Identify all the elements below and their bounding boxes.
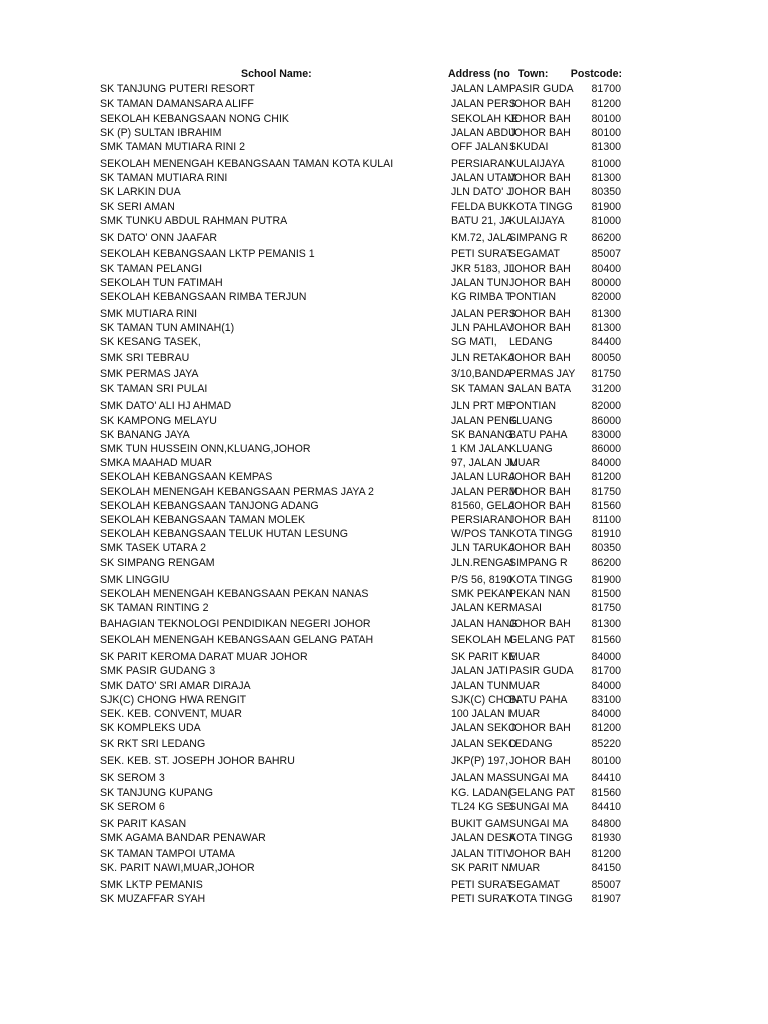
postcode-cell: 80050 xyxy=(591,352,621,364)
table-row xyxy=(0,112,768,127)
town-cell: SUNGAI MA xyxy=(509,772,569,784)
school-name-cell: SK BANANG JAYA xyxy=(100,429,190,441)
address-cell: JKR 5183, JL xyxy=(451,263,515,275)
postcode-cell: 84400 xyxy=(591,336,621,348)
school-name-cell: SMK PERMAS JAYA xyxy=(100,368,199,380)
postcode-cell: 81300 xyxy=(591,618,621,630)
address-cell: SMK PEKAN xyxy=(451,588,513,600)
town-cell: JOHOR BAH xyxy=(509,172,571,184)
postcode-cell: 84000 xyxy=(591,680,621,692)
address-cell: KG. LADAN( xyxy=(451,787,512,799)
address-cell: JALAN PERS xyxy=(451,308,516,320)
town-cell: MUAR xyxy=(509,651,541,663)
town-cell: GELANG PAT xyxy=(509,787,576,799)
postcode-cell: 82000 xyxy=(591,291,621,303)
table-row xyxy=(0,679,768,694)
town-cell: BATU PAHA xyxy=(509,694,568,706)
postcode-cell: 80350 xyxy=(591,186,621,198)
town-cell: BATU PAHA xyxy=(509,429,568,441)
table-row xyxy=(0,200,768,215)
school-name-cell: SK SEROM 6 xyxy=(100,801,165,813)
address-cell: JALAN UTAM xyxy=(451,172,517,184)
school-name-cell: SEK. KEB. CONVENT, MUAR xyxy=(100,708,242,720)
town-cell: SIMPANG R xyxy=(509,557,568,569)
school-name-cell: SK DATO' ONN JAAFAR xyxy=(100,232,218,244)
table-row xyxy=(0,171,768,186)
town-cell: MUAR xyxy=(509,708,541,720)
town-cell: SUNGAI MA xyxy=(509,818,569,830)
postcode-cell: 80400 xyxy=(591,263,621,275)
table-row xyxy=(0,231,768,246)
school-name-cell: SK TAMAN PELANGI xyxy=(100,263,203,275)
town-cell: SEGAMAT xyxy=(509,248,561,260)
town-cell: KLUANG xyxy=(509,443,553,455)
table-row xyxy=(0,399,768,414)
town-cell: GELANG PAT xyxy=(509,634,576,646)
postcode-cell: 81000 xyxy=(591,215,621,227)
address-cell: BUKIT GAM xyxy=(451,818,510,830)
postcode-cell: 83100 xyxy=(591,694,621,706)
school-name-cell: SJK(C) CHONG HWA RENGIT xyxy=(100,694,247,706)
table-row xyxy=(0,367,768,382)
postcode-cell: 81300 xyxy=(591,322,621,334)
school-name-cell: SEKOLAH TUN FATIMAH xyxy=(100,277,223,289)
postcode-cell: 80350 xyxy=(591,542,621,554)
town-cell: LEDANG xyxy=(509,738,553,750)
school-name-cell: SEKOLAH KEBANGSAAN NONG CHIK xyxy=(100,113,289,125)
school-name-cell: SEKOLAH KEBANGSAAN LKTP PEMANIS 1 xyxy=(100,248,315,260)
school-name-cell: SK PARIT KEROMA DARAT MUAR JOHOR xyxy=(100,651,308,663)
town-cell: JOHOR BAH xyxy=(509,618,571,630)
address-cell: BATU 21, JA xyxy=(451,215,512,227)
school-name-cell: SK TAMAN RINTING 2 xyxy=(100,602,209,614)
table-row xyxy=(0,693,768,708)
postcode-cell: 80100 xyxy=(591,127,621,139)
table-row xyxy=(0,414,768,429)
town-cell: PONTIAN xyxy=(509,400,557,412)
school-name-cell: SMKA MAAHAD MUAR xyxy=(100,457,212,469)
address-cell: JLN TARUKA xyxy=(451,542,515,554)
address-cell: SEKOLAH M xyxy=(451,634,513,646)
town-cell: PONTIAN xyxy=(509,291,557,303)
postcode-cell: 86000 xyxy=(591,443,621,455)
address-cell: JALAN TITIV xyxy=(451,848,513,860)
school-name-cell: SK TAMAN TUN AMINAH(1) xyxy=(100,322,235,334)
town-cell: KULAIJAYA xyxy=(509,215,565,227)
table-row xyxy=(0,541,768,556)
address-cell: JALAN HANG xyxy=(451,618,518,630)
school-name-cell: SMK LKTP PEMANIS xyxy=(100,879,203,891)
school-name-cell: SK TAMAN TAMPOI UTAMA xyxy=(100,848,235,860)
table-row xyxy=(0,771,768,786)
school-name-cell: SMK SRI TEBRAU xyxy=(100,352,190,364)
address-cell: SK PARIT KE xyxy=(451,651,516,663)
school-name-cell: SMK TASEK UTARA 2 xyxy=(100,542,206,554)
table-row xyxy=(0,861,768,876)
school-name-cell: SK PARIT KASAN xyxy=(100,818,187,830)
school-name-cell: SK TANJUNG KUPANG xyxy=(100,787,214,799)
postcode-cell: 85007 xyxy=(591,248,621,260)
address-cell: JALAN LURA xyxy=(451,471,516,483)
school-name-cell: SK MUZAFFAR SYAH xyxy=(100,893,206,905)
table-row xyxy=(0,650,768,665)
town-cell: SKUDAI xyxy=(509,141,549,153)
table-row xyxy=(0,351,768,366)
town-cell: PASIR GUDA xyxy=(509,83,574,95)
table-row xyxy=(0,831,768,846)
school-name-cell: BAHAGIAN TEKNOLOGI PENDIDIKAN NEGERI JOHOR xyxy=(100,618,371,630)
postcode-cell: 83000 xyxy=(591,429,621,441)
town-cell: JOHOR BAH xyxy=(509,471,571,483)
school-name-cell: SMK DATO' ALI HJ AHMAD xyxy=(100,400,232,412)
school-name-cell: SMK TUN HUSSEIN ONN,KLUANG,JOHOR xyxy=(100,443,311,455)
school-name-cell: SEKOLAH KEBANGSAAN RIMBA TERJUN xyxy=(100,291,307,303)
table-row xyxy=(0,786,768,801)
table-row xyxy=(0,470,768,485)
postcode-cell: 84000 xyxy=(591,651,621,663)
town-cell: KOTA TINGG xyxy=(509,893,573,905)
table-row xyxy=(0,276,768,291)
postcode-cell: 81907 xyxy=(591,893,621,905)
header-town: Town: xyxy=(518,68,549,80)
town-cell: JOHOR BAH xyxy=(509,486,571,498)
address-cell: SK BANANG xyxy=(451,429,513,441)
school-name-cell: SMK DATO' SRI AMAR DIRAJA xyxy=(100,680,251,692)
town-cell: KOTA TINGG xyxy=(509,528,573,540)
postcode-cell: 81900 xyxy=(591,574,621,586)
postcode-cell: 84800 xyxy=(591,818,621,830)
address-cell: SK TAMAN S xyxy=(451,383,515,395)
school-name-cell: SK TAMAN SRI PULAI xyxy=(100,383,208,395)
town-cell: SIMPANG R xyxy=(509,232,568,244)
town-cell: KOTA TINGG xyxy=(509,574,573,586)
postcode-cell: 82000 xyxy=(591,400,621,412)
postcode-cell: 84000 xyxy=(591,457,621,469)
address-cell: JLN RETAKA xyxy=(451,352,515,364)
postcode-cell: 81560 xyxy=(591,500,621,512)
school-name-cell: SK SERI AMAN xyxy=(100,201,175,213)
school-name-cell: SEKOLAH KEBANGSAAN KEMPAS xyxy=(100,471,273,483)
postcode-cell: 80100 xyxy=(591,755,621,767)
table-row xyxy=(0,737,768,752)
postcode-cell: 81300 xyxy=(591,141,621,153)
address-cell: JLN.RENGAI xyxy=(451,557,514,569)
town-cell: PEKAN NAN xyxy=(509,588,571,600)
town-cell: JOHOR BAH xyxy=(509,127,571,139)
town-cell: JOHOR BAH xyxy=(509,722,571,734)
school-name-cell: SEKOLAH MENENGAH KEBANGSAAN TAMAN KOTA KULAI xyxy=(100,158,394,170)
postcode-cell: 81930 xyxy=(591,832,621,844)
postcode-cell: 80100 xyxy=(591,113,621,125)
address-cell: JALAN SEKO xyxy=(451,738,517,750)
postcode-cell: 81000 xyxy=(591,158,621,170)
school-name-cell: SK RKT SRI LEDANG xyxy=(100,738,206,750)
table-row xyxy=(0,601,768,616)
postcode-cell: 81700 xyxy=(591,83,621,95)
address-cell: PERSIARAN xyxy=(451,158,513,170)
address-cell: SG MATI, xyxy=(451,336,497,348)
postcode-cell: 81200 xyxy=(591,722,621,734)
postcode-cell: 81200 xyxy=(591,848,621,860)
school-name-cell: SMK PASIR GUDANG 3 xyxy=(100,665,216,677)
table-row xyxy=(0,82,768,97)
town-cell: KULAIJAYA xyxy=(509,158,565,170)
school-name-cell: SEKOLAH KEBANGSAAN TELUK HUTAN LESUNG xyxy=(100,528,349,540)
table-row xyxy=(0,499,768,514)
address-cell: TL24 KG SEI xyxy=(451,801,514,813)
address-cell: JALAN MAS. xyxy=(451,772,513,784)
address-cell: JALAN PERS xyxy=(451,98,516,110)
school-name-cell: SEKOLAH MENENGAH KEBANGSAAN PERMAS JAYA 2 xyxy=(100,486,374,498)
address-cell: JLN PAHLAV xyxy=(451,322,514,334)
address-cell: 1 KM JALAN xyxy=(451,443,512,455)
address-cell: KM.72, JALA xyxy=(451,232,513,244)
address-cell: KG RIMBA T xyxy=(451,291,512,303)
address-cell: PETI SURAT xyxy=(451,248,513,260)
school-name-cell: SEK. KEB. ST. JOSEPH JOHOR BAHRU xyxy=(100,755,295,767)
town-cell: JOHOR BAH xyxy=(509,848,571,860)
town-cell: JOHOR BAH xyxy=(509,263,571,275)
postcode-cell: 86200 xyxy=(591,232,621,244)
town-cell: JOHOR BAH xyxy=(509,277,571,289)
address-cell: JALAN SEKO xyxy=(451,722,517,734)
address-cell: W/POS TAN xyxy=(451,528,510,540)
postcode-cell: 81750 xyxy=(591,602,621,614)
header-postcode: Postcode: xyxy=(570,68,622,80)
town-cell: JOHOR BAH xyxy=(509,98,571,110)
table-row xyxy=(0,617,768,632)
town-cell: JOHOR BAH xyxy=(509,514,571,526)
table-row xyxy=(0,485,768,500)
town-cell: SUNGAI MA xyxy=(509,801,569,813)
table-row xyxy=(0,847,768,862)
school-name-cell: SEKOLAH MENENGAH KEBANGSAAN PEKAN NANAS xyxy=(100,588,369,600)
school-name-cell: SK SIMPANG RENGAM xyxy=(100,557,215,569)
table-row xyxy=(0,573,768,588)
table-row xyxy=(0,262,768,277)
town-cell: JOHOR BAH xyxy=(509,500,571,512)
postcode-cell: 81750 xyxy=(591,368,621,380)
town-cell: JOHOR BAH xyxy=(509,755,571,767)
school-name-cell: SMK LINGGIU xyxy=(100,574,170,586)
postcode-cell: 81750 xyxy=(591,486,621,498)
school-name-cell: SK KOMPLEKS UDA xyxy=(100,722,201,734)
table-row xyxy=(0,817,768,832)
town-cell: MASAI xyxy=(509,602,542,614)
town-cell: JOHOR BAH xyxy=(509,113,571,125)
table-row xyxy=(0,247,768,262)
school-name-cell: SMK AGAMA BANDAR PENAWAR xyxy=(100,832,266,844)
town-cell: MUAR xyxy=(509,680,541,692)
postcode-cell: 81100 xyxy=(592,514,621,526)
table-row xyxy=(0,892,768,907)
postcode-cell: 85220 xyxy=(591,738,621,750)
address-cell: JALAN LAMI xyxy=(451,83,512,95)
postcode-cell: 81500 xyxy=(591,588,621,600)
postcode-cell: 81200 xyxy=(591,471,621,483)
school-name-cell: SEKOLAH KEBANGSAAN TAMAN MOLEK xyxy=(100,514,306,526)
table-row xyxy=(0,214,768,229)
postcode-cell: 31200 xyxy=(591,383,621,395)
table-row xyxy=(0,97,768,112)
table-row xyxy=(0,335,768,350)
town-cell: JOHOR BAH xyxy=(509,352,571,364)
table-row xyxy=(0,754,768,769)
address-cell: JALAN PERM xyxy=(451,486,518,498)
table-row xyxy=(0,556,768,571)
school-name-cell: SEKOLAH MENENGAH KEBANGSAAN GELANG PATAH xyxy=(100,634,374,646)
school-name-cell: SMK TUNKU ABDUL RAHMAN PUTRA xyxy=(100,215,288,227)
table-row xyxy=(0,664,768,679)
town-cell: PASIR GUDA xyxy=(509,665,574,677)
postcode-cell: 81910 xyxy=(591,528,621,540)
address-cell: 81560, GELA xyxy=(451,500,515,512)
address-cell: JALAN DESA xyxy=(451,832,516,844)
postcode-cell: 81560 xyxy=(591,634,621,646)
table-row xyxy=(0,382,768,397)
table-row xyxy=(0,587,768,602)
address-cell: JALAN PENG xyxy=(451,415,517,427)
postcode-cell: 86000 xyxy=(591,415,621,427)
postcode-cell: 81300 xyxy=(591,172,621,184)
table-row xyxy=(0,442,768,457)
address-cell: JLN DATO' J xyxy=(451,186,512,198)
postcode-cell: 84150 xyxy=(591,862,621,874)
table-row xyxy=(0,456,768,471)
table-row xyxy=(0,707,768,722)
town-cell: PERMAS JAY xyxy=(509,368,576,380)
postcode-cell: 86200 xyxy=(591,557,621,569)
address-cell: JALAN TUNI xyxy=(451,680,512,692)
postcode-cell: 84410 xyxy=(591,801,621,813)
town-cell: JOHOR BAH xyxy=(509,542,571,554)
header-address: Address (no xyxy=(448,68,510,80)
table-row xyxy=(0,721,768,736)
town-cell: KOTA TINGG xyxy=(509,832,573,844)
postcode-cell: 81300 xyxy=(591,308,621,320)
table-row xyxy=(0,321,768,336)
address-cell: JALAN KERI xyxy=(451,602,512,614)
postcode-cell: 84000 xyxy=(591,708,621,720)
header-school-name: School Name: xyxy=(241,68,312,80)
school-name-cell: SK TANJUNG PUTERI RESORT xyxy=(100,83,255,95)
address-cell: P/S 56, 8190 xyxy=(451,574,513,586)
school-name-cell: SK TAMAN MUTIARA RINI xyxy=(100,172,228,184)
address-cell: 3/10,BANDA xyxy=(451,368,512,380)
postcode-cell: 84410 xyxy=(591,772,621,784)
town-cell: JOHOR BAH xyxy=(509,308,571,320)
table-row xyxy=(0,185,768,200)
address-cell: JLN PRT ME xyxy=(451,400,513,412)
address-cell: PETI SURAT xyxy=(451,879,513,891)
school-name-cell: SMK TAMAN MUTIARA RINI 2 xyxy=(100,141,245,153)
school-name-cell: SK TAMAN DAMANSARA ALIFF xyxy=(100,98,254,110)
town-cell: KLUANG xyxy=(509,415,553,427)
postcode-cell: 81200 xyxy=(591,98,621,110)
address-cell: PETI SURAT xyxy=(451,893,513,905)
address-cell: 100 JALAN I xyxy=(451,708,511,720)
address-cell: OFF JALAN I xyxy=(451,141,514,153)
table-row xyxy=(0,428,768,443)
postcode-cell: 81900 xyxy=(591,201,621,213)
school-name-cell: SK LARKIN DUA xyxy=(100,186,181,198)
address-cell: JKP(P) 197, . xyxy=(451,755,514,767)
postcode-cell: 81560 xyxy=(591,787,621,799)
school-name-cell: SEKOLAH KEBANGSAAN TANJONG ADANG xyxy=(100,500,319,512)
table-row xyxy=(0,878,768,893)
town-cell: SEGAMAT xyxy=(509,879,561,891)
school-name-cell: SK SEROM 3 xyxy=(100,772,165,784)
table-row xyxy=(0,800,768,815)
table-row xyxy=(0,307,768,322)
table-row xyxy=(0,527,768,542)
address-cell: 97, JALAN JU xyxy=(451,457,518,469)
address-cell: SEKOLAH KE xyxy=(451,113,519,125)
school-name-cell: SK. PARIT NAWI,MUAR,JOHOR xyxy=(100,862,255,874)
town-cell: KOTA TINGG xyxy=(509,201,573,213)
postcode-cell: 85007 xyxy=(591,879,621,891)
address-cell: JALAN TUN xyxy=(451,277,509,289)
table-row xyxy=(0,290,768,305)
address-cell: SK PARIT N/ xyxy=(451,862,512,874)
school-name-cell: SMK MUTIARA RINI xyxy=(100,308,198,320)
postcode-cell: 80000 xyxy=(591,277,621,289)
town-cell: JOHOR BAH xyxy=(509,322,571,334)
town-cell: JALAN BATA xyxy=(509,383,572,395)
table-row xyxy=(0,126,768,141)
town-cell: MUAR xyxy=(509,862,541,874)
address-cell: JALAN ABDU xyxy=(451,127,516,139)
address-cell: JALAN JATI xyxy=(451,665,508,677)
table-row xyxy=(0,633,768,648)
town-cell: JOHOR BAH xyxy=(509,186,571,198)
school-name-cell: SK (P) SULTAN IBRAHIM xyxy=(100,127,222,139)
town-cell: MUAR xyxy=(509,457,541,469)
postcode-cell: 81700 xyxy=(591,665,621,677)
table-row xyxy=(0,513,768,528)
school-name-cell: SK KAMPONG MELAYU xyxy=(100,415,217,427)
table-row xyxy=(0,157,768,172)
town-cell: LEDANG xyxy=(509,336,553,348)
table-row xyxy=(0,140,768,155)
address-cell: FELDA BUKI xyxy=(451,201,513,213)
school-name-cell: SK KESANG TASEK, xyxy=(100,336,201,348)
address-cell: SJK(C) CHON xyxy=(451,694,520,706)
address-cell: PERSIARAN xyxy=(451,514,513,526)
